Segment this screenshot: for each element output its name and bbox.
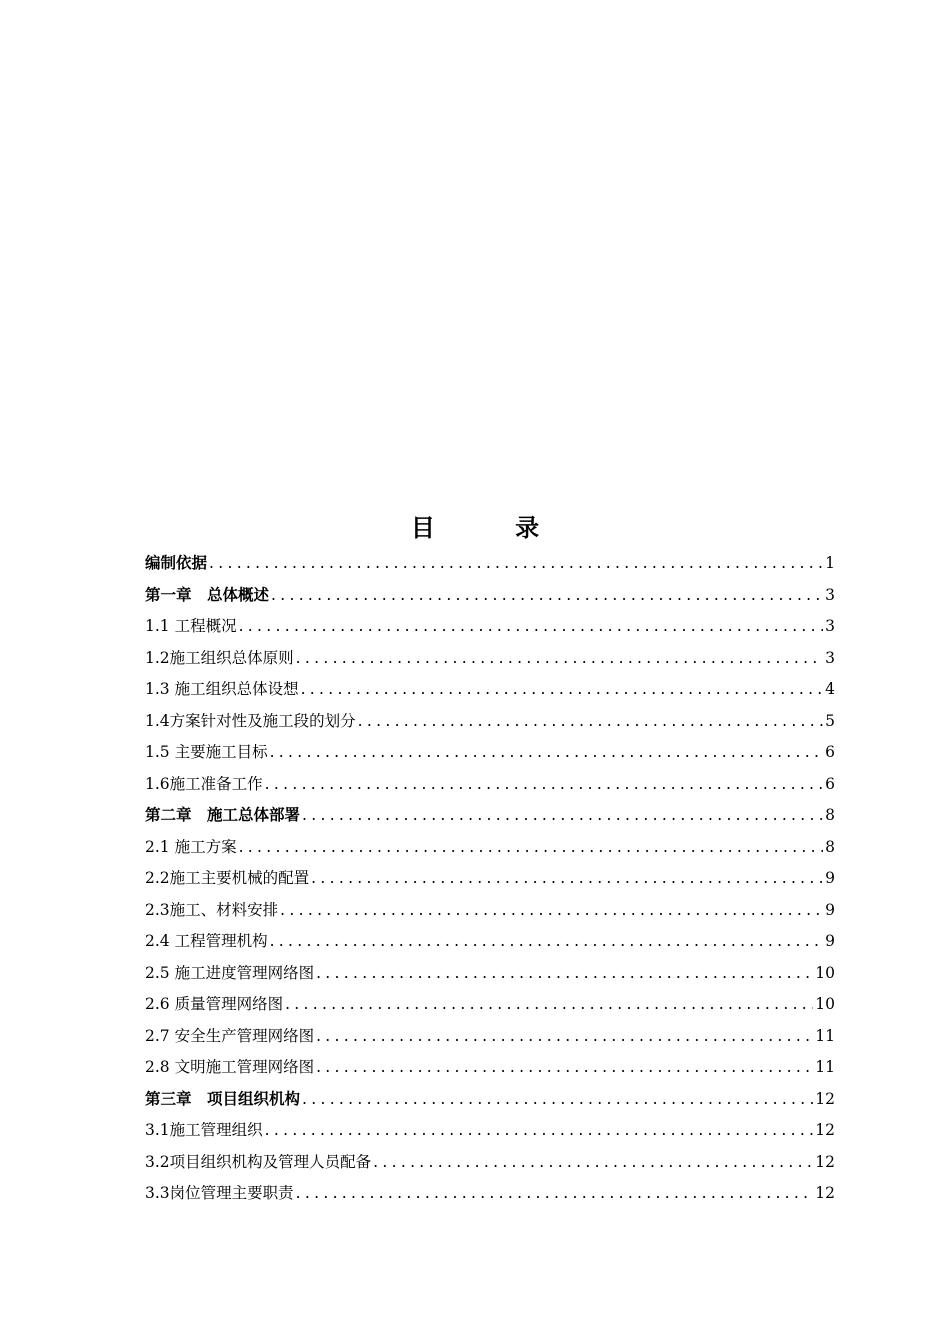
toc-entry[interactable] <box>145 1115 835 1147</box>
toc-entry-label: 2.8 文明施工管理网络图 <box>145 1058 315 1076</box>
toc-entry[interactable] <box>145 895 835 927</box>
toc-entry[interactable] <box>145 769 835 801</box>
toc-entry[interactable] <box>145 643 835 675</box>
toc-leader-dots <box>302 1084 813 1116</box>
toc-entry-page: 11 <box>815 1026 835 1045</box>
toc-leader-dots <box>270 926 824 958</box>
toc-entry[interactable] <box>145 800 835 832</box>
toc-entry[interactable] <box>145 1178 835 1210</box>
toc-leader-dots <box>239 832 824 864</box>
toc-entry-page: 3 <box>825 585 835 604</box>
toc-entry-page: 8 <box>825 837 835 856</box>
toc-entry[interactable] <box>145 926 835 958</box>
toc-entry-label: 编制依据 <box>145 554 208 572</box>
toc-entry-page: 10 <box>815 963 835 982</box>
toc-leader-dots <box>296 643 823 675</box>
toc-entry[interactable] <box>145 958 835 990</box>
toc-entry[interactable] <box>145 737 835 769</box>
toc-leader-dots <box>316 1052 813 1084</box>
toc-entry-page: 12 <box>815 1121 835 1139</box>
toc-entry-page: 12 <box>815 1152 835 1171</box>
toc-leader-dots <box>301 674 824 706</box>
toc-entry-label: 1.5 主要施工目标 <box>145 743 268 761</box>
toc-entry-label: 第二章 施工总体部署 <box>145 806 301 824</box>
toc-entry-label: 2.3施工、材料安排 <box>145 900 279 919</box>
toc-entry-label: 3.2项目组织机构及管理人员配备 <box>145 1152 372 1171</box>
toc-list <box>145 548 835 1210</box>
toc-entry[interactable] <box>145 1021 835 1053</box>
toc-entry-label: 2.2施工主要机械的配置 <box>145 869 310 887</box>
toc-leader-dots <box>280 895 823 927</box>
toc-leader-dots <box>209 548 823 580</box>
toc-entry[interactable] <box>145 580 835 612</box>
toc-leader-dots <box>316 958 813 990</box>
toc-leader-dots <box>239 611 824 643</box>
toc-entry[interactable] <box>145 674 835 706</box>
toc-leader-dots <box>316 1021 813 1053</box>
toc-entry-page: 6 <box>825 743 835 761</box>
toc-entry-page: 4 <box>825 680 835 698</box>
toc-leader-dots <box>373 1147 813 1179</box>
toc-entry-page: 9 <box>825 869 835 887</box>
toc-entry-label: 1.4方案针对性及施工段的划分 <box>145 711 356 730</box>
toc-entry-label: 1.2施工组织总体原则 <box>145 648 294 667</box>
toc-entry-page: 9 <box>825 932 835 950</box>
toc-leader-dots <box>265 769 823 801</box>
toc-entry-label: 2.6 质量管理网络图 <box>145 995 284 1013</box>
toc-entry-page: 12 <box>815 1089 835 1108</box>
toc-entry-page: 8 <box>825 806 835 824</box>
toc-entry-label: 1.6施工准备工作 <box>145 774 263 793</box>
toc-entry-page: 12 <box>815 1184 835 1202</box>
toc-entry[interactable] <box>145 1052 835 1084</box>
toc-entry[interactable] <box>145 706 835 738</box>
toc-entry-page: 3 <box>825 617 835 635</box>
toc-entry-label: 2.1 施工方案 <box>145 837 237 856</box>
toc-entry-label: 第一章 总体概述 <box>145 585 270 604</box>
toc-entry[interactable] <box>145 1147 835 1179</box>
toc-entry[interactable] <box>145 1084 835 1116</box>
toc-entry[interactable] <box>145 989 835 1021</box>
toc-leader-dots <box>285 989 813 1021</box>
toc-entry-page: 6 <box>825 774 835 793</box>
toc-title: 目 录 <box>410 514 576 542</box>
toc-entry[interactable] <box>145 611 835 643</box>
toc-entry-label: 2.5 施工进度管理网络图 <box>145 963 315 982</box>
toc-leader-dots <box>271 580 823 612</box>
toc-entry-label: 2.4 工程管理机构 <box>145 932 268 950</box>
toc-leader-dots <box>265 1115 814 1147</box>
toc-entry-label: 3.3岗位管理主要职责 <box>145 1184 294 1202</box>
toc-leader-dots <box>358 706 823 738</box>
toc-entry[interactable] <box>145 548 835 580</box>
toc-entry-label: 第三章 项目组织机构 <box>145 1089 301 1108</box>
toc-leader-dots <box>296 1178 814 1210</box>
toc-entry-label: 1.3 施工组织总体设想 <box>145 680 299 698</box>
toc-entry-page: 1 <box>825 554 835 572</box>
toc-entry-page: 3 <box>825 648 835 667</box>
toc-entry-label: 1.1 工程概况 <box>145 617 237 635</box>
toc-entry[interactable] <box>145 863 835 895</box>
toc-entry-page: 9 <box>825 900 835 919</box>
toc-leader-dots <box>302 800 823 832</box>
toc-entry-label: 3.1施工管理组织 <box>145 1121 263 1139</box>
toc-leader-dots <box>311 863 823 895</box>
toc-entry-label: 2.7 安全生产管理网络图 <box>145 1026 315 1045</box>
toc-entry[interactable] <box>145 832 835 864</box>
toc-entry-page: 5 <box>825 711 835 730</box>
toc-entry-page: 11 <box>815 1058 835 1076</box>
toc-entry-page: 10 <box>815 995 835 1013</box>
toc-leader-dots <box>270 737 824 769</box>
